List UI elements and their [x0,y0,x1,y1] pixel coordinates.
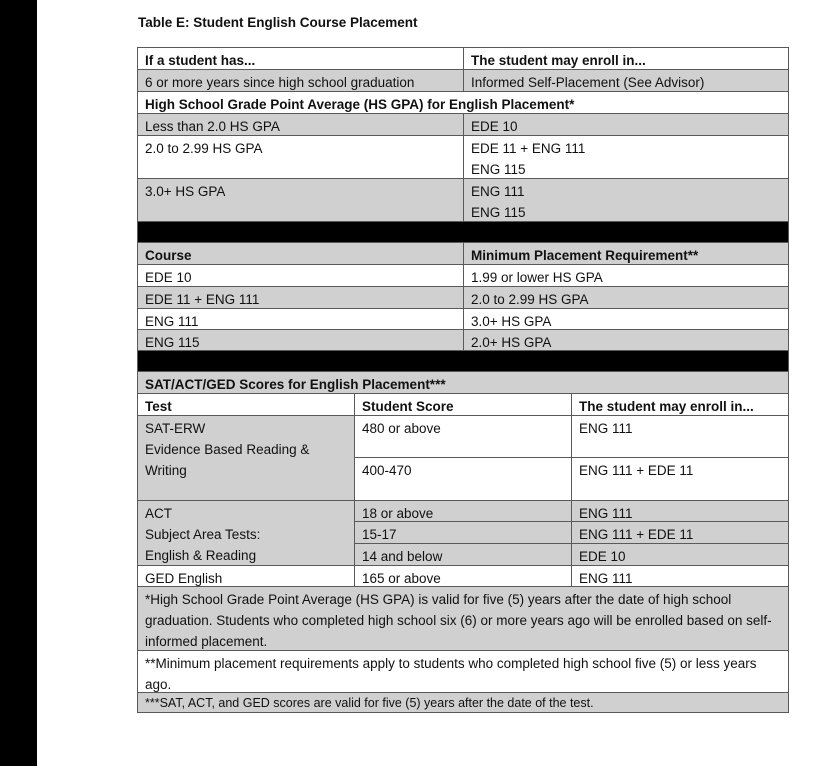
course-row-requirement: 1.99 or lower HS GPA [463,264,789,287]
sat-enroll: ENG 111 + EDE 11 [571,457,789,501]
sat-score: 480 or above [354,415,572,458]
course-row-course: ENG 111 [137,308,464,330]
sat-enroll: ENG 111 [571,415,789,458]
header-student-score: Student Score [354,393,572,416]
course-row-requirement: 3.0+ HS GPA [463,308,789,330]
row-years-condition: 6 or more years since high school graduation [137,69,464,92]
header-test-enroll: The student may enroll in... [571,393,789,416]
row-years-enroll: Informed Self-Placement (See Advisor) [463,69,789,92]
black-separator [137,350,789,372]
sat-test-cell: SAT-ERW Evidence Based Reading & Writing [137,415,355,501]
gpa-section-heading: High School Grade Point Average (HS GPA) for English Placement* [137,91,789,114]
footnote-min-placement: **Minimum placement requirements apply to students who completed high school five (5) or less years ago. [137,650,789,693]
course-row-requirement: 2.0 to 2.99 HS GPA [463,286,789,309]
act-test-cell: ACT Subject Area Tests: English & Reading [137,500,355,566]
gpa-row-condition: 2.0 to 2.99 HS GPA [137,135,464,179]
header-may-enroll: The student may enroll in... [463,47,789,70]
ged-score: 165 or above [354,565,572,587]
header-if-student-has: If a student has... [137,47,464,70]
gpa-row-enroll: EDE 10 [463,113,789,136]
gpa-row-condition: 3.0+ HS GPA [137,178,464,222]
ged-test: GED English [137,565,355,587]
footnote-gpa: *High School Grade Point Average (HS GPA) is valid for five (5) years after the date of high school graduation. Students who completed high school six (6) or more years ago will be enrolled based on self-informed placement. [137,586,789,651]
black-separator [137,221,789,243]
course-row-course: EDE 11 + ENG 111 [137,286,464,309]
gpa-row-enroll: EDE 11 + ENG 111 ENG 115 [463,135,789,179]
sat-score: 400-470 [354,457,572,501]
act-score: 14 and below [354,543,572,566]
act-score: 15-17 [354,521,572,544]
act-enroll: EDE 10 [571,543,789,566]
table-title: Table E: Student English Course Placement [138,15,418,30]
left-black-bar [0,0,37,766]
gpa-row-condition: Less than 2.0 HS GPA [137,113,464,136]
footnote-test-scores: ***SAT, ACT, and GED scores are valid for five (5) years after the date of the test. [137,692,789,713]
course-row-course: ENG 115 [137,329,464,351]
header-course: Course [137,242,464,265]
act-score: 18 or above [354,500,572,522]
test-section-heading: SAT/ACT/GED Scores for English Placement*** [137,371,789,394]
act-enroll: ENG 111 [571,500,789,522]
gpa-row-enroll: ENG 111 ENG 115 [463,178,789,222]
placement-table [137,47,789,713]
act-enroll: ENG 111 + EDE 11 [571,521,789,544]
course-row-requirement: 2.0+ HS GPA [463,329,789,351]
ged-enroll: ENG 111 [571,565,789,587]
course-row-course: EDE 10 [137,264,464,287]
header-min-requirement: Minimum Placement Requirement** [463,242,789,265]
header-test: Test [137,393,355,416]
